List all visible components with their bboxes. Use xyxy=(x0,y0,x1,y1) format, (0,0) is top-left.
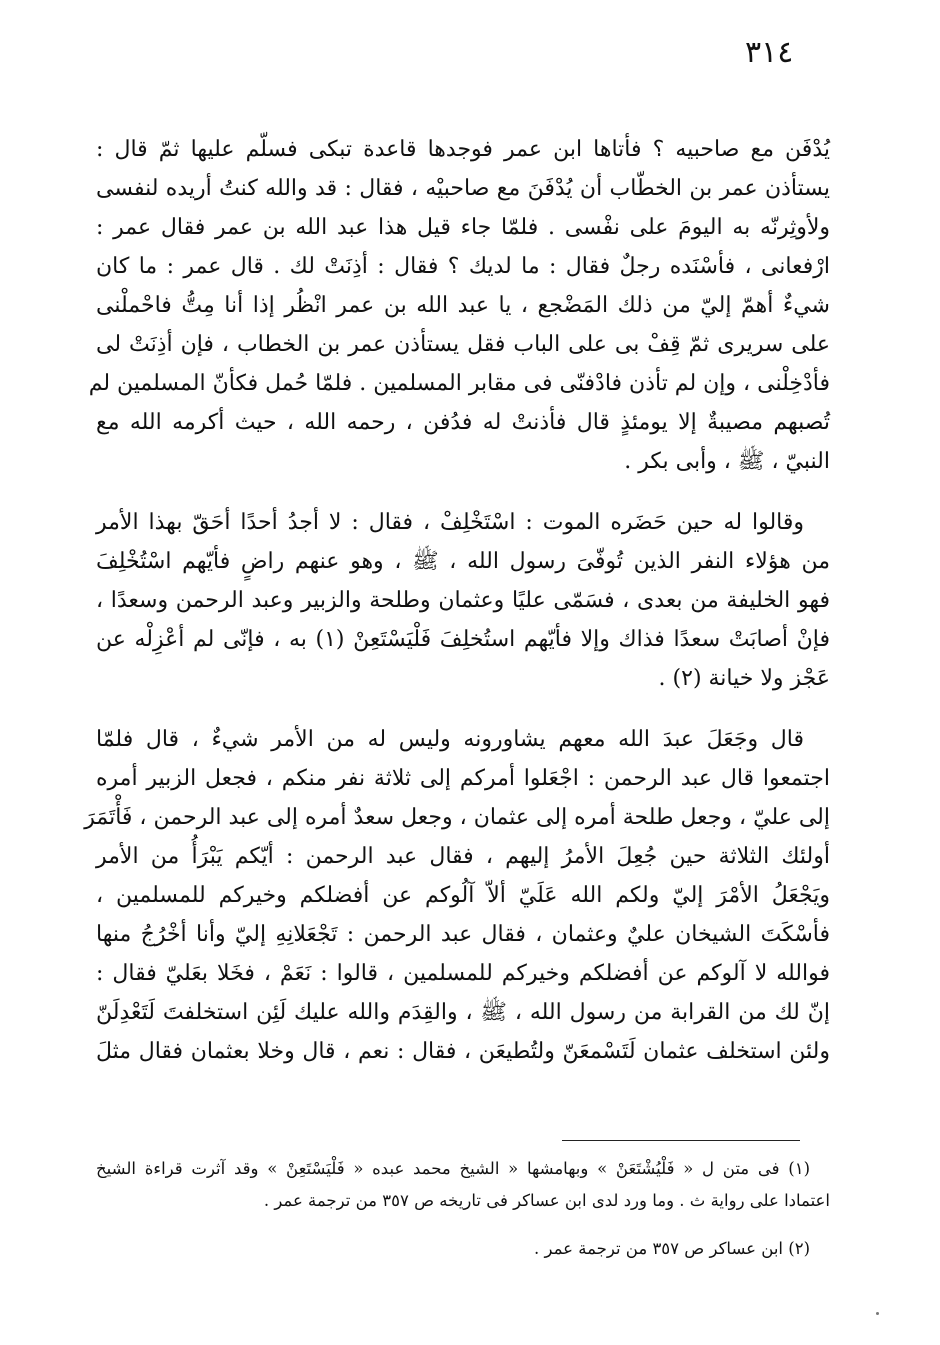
text-line: فأدْخِلْنى ، وإن لم تأذن فادْفنّى فى مقابر المسلمين . فلمّا حُمل فكأنّ المسلمين لم xyxy=(88,371,830,396)
text-line: ولئن استخلف عثمان لَتَسْمعَنّ ولتُطيعَن ، فقال : نعم ، قال وخلا بعثمان فقال مثلَ xyxy=(96,1039,830,1064)
text-line: اجتمعوا قال عبد الرحمن : اجْعَلوا أمركم إلى ثلاثة نفر منكم ، فجعل الزبير أمره xyxy=(96,766,830,791)
text-line: يستأذن عمر بن الخطّاب أن يُدْفَنَ مع صاحبيْه ، فقال : قد والله كنتُ أريده لنفسى xyxy=(96,176,830,201)
paragraph-spacer xyxy=(96,698,830,720)
text-line: من هؤلاء النفر الذين تُوفّىَ رسول الله ، ﷺ ، وهو عنهم راضٍ فأيّهم اسْتُخْلِفَ xyxy=(96,549,830,574)
paragraph-3 xyxy=(84,720,830,1071)
paragraph-2 xyxy=(96,503,830,698)
text-line: ارْفعانى ، فأسْنَده رجلٌ فقال : ما لديك ؟ فقال : أذِنَتْ لك . قال عمر : ما كان xyxy=(96,254,830,279)
scan-speck xyxy=(876,1312,879,1315)
text-line: فإنْ أصابَتْ سعدًا فذاك وإلا فأيّهم استُخلِفَ فَلْيَسْتَعِنْ (١) به ، فإنّى لم أعْزِلْه عن xyxy=(96,627,830,652)
page-number: ٣١٤ xyxy=(745,35,794,70)
text-line: على سريرى ثمّ قِفْ بى على الباب فقل يستأذن عمر بن الخطاب ، فإن أذِنَتْ لى xyxy=(96,332,830,357)
footnote-1 xyxy=(96,1153,830,1217)
text-line: شيءٌ أهمّ إليّ من ذلك المَضْجع ، يا عبد الله بن عمر انْظُر إذا أنا مِتُّ فاحْملْنى xyxy=(96,293,830,318)
text-line: إنّ لك من القرابة من رسول الله ، ﷺ ، والقِدَم والله عليك لَئِن استخلفتَ لَتَعْدِلَنّ xyxy=(96,1000,830,1025)
text-line: عَجْز ولا خيانة (٢) . xyxy=(658,666,830,691)
footnote-line: (١) فى متن ل « فَلْيُشْتَعَنْ » وبهامشها « الشيخ محمد عبده « فَلْيَسْتَعِنْ » وقد آثرت قراءة الشيخ xyxy=(96,1159,810,1178)
footnotes xyxy=(96,1153,830,1265)
text-line: فهو الخليفة من بعدى ، فسَمّى عليًا وعثمان وطلحة والزبير وعبد الرحمن وسعدًا ، xyxy=(96,588,830,613)
text-line: أولئك الثلاثة حين جُعِلَ الأمرُ إليهم ، فقال عبد الرحمن : أيّكم يَبْرَأُ من الأمر xyxy=(96,844,830,869)
text-line: فوالله لا آلوكم عن أفضلكم وخيركم للمسلمين ، قالوا : نَعَمْ ، فخَلا بعَليّ فقال : xyxy=(96,961,830,986)
footnote-line: اعتمادا على رواية ث . وما ورد لدى ابن عساكر فى تاريخه ص ٣٥٧ من ترجمة عمر . xyxy=(263,1191,830,1210)
footnote-2 xyxy=(96,1233,830,1265)
footnote-spacer xyxy=(96,1217,830,1233)
text-line: تُصبهم مصيبةٌ إلا يومئذٍ قال فأذنتْ له فدُفن ، رحمه الله ، حيث أكرمه الله مع xyxy=(96,410,830,435)
text-line: يُدْفَن مع صاحبيه ؟ فأتاها ابن عمر فوجدها قاعدة تبكى فسلّم عليها ثمّ قال : xyxy=(96,137,830,162)
paragraph-1 xyxy=(88,130,830,481)
text-line: ويَجْعَلُ الأمْرَ إليّ ولكم الله عَلَيّ ألاّ آلُوكم عن أفضلكم وخيركم للمسلمين ، xyxy=(96,883,830,908)
text-line: النبيّ ، ﷺ ، وأبى بكر . xyxy=(624,449,830,474)
text-line: إلى عليّ ، وجعل طلحة أمره إلى عثمان ، وجعل سعدٌ أمره إلى عبد الرحمن ، فَأْتَمَرَ xyxy=(84,805,830,830)
text-line: وقالوا له حين حَضَره الموت : اسْتَخْلِفْ ، فقال : لا أجدُ أحدًا أحَقّ بهذا الأمر xyxy=(96,510,804,535)
text-line: قال وجَعَلَ عبدَ الله معهم يشاورونه وليس له من الأمر شيءٌ ، قال فلمّا xyxy=(96,727,804,752)
text-line: ولأوثِرنّه به اليومَ على نفْسى . فلمّا جاء قيل هذا عبد الله بن عمر فقال عمر : xyxy=(96,215,830,240)
main-text xyxy=(84,130,830,1071)
paragraph-spacer xyxy=(96,481,830,503)
text-line: فأسْكَتَ الشيخان عليٌ وعثمان ، فقال عبد الرحمن : تَجْعَلانِهِ إليّ وأنا أخْرُجُ منها xyxy=(96,922,830,947)
footnote-line: (٢) ابن عساكر ص ٣٥٧ من ترجمة عمر . xyxy=(534,1239,810,1258)
footnote-divider xyxy=(562,1140,800,1141)
